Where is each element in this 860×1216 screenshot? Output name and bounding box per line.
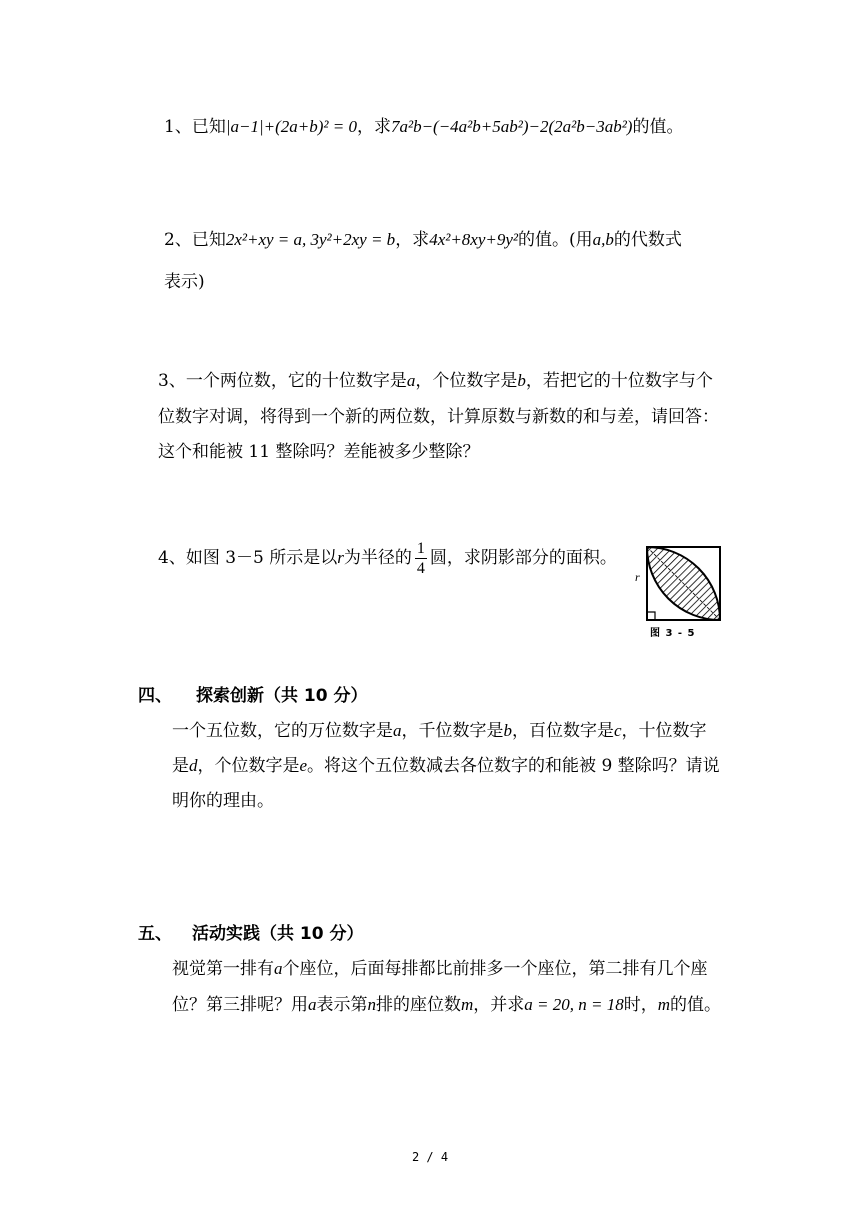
q4-suffix: 圆，求阴影部分的面积。 [429, 548, 617, 568]
s5-var-n: n [367, 995, 376, 1014]
q2-given-equations: 2x²+xy = a, 3y²+2xy = b [225, 230, 396, 249]
s4-var-a: a [393, 721, 402, 740]
section-5-line-2 [172, 993, 721, 1017]
s5-text-h: 的值。 [670, 995, 722, 1015]
figure-caption: 图 3 - 5 [650, 628, 696, 639]
section-4-number: 四、 [138, 686, 172, 706]
s4-var-b: b [503, 721, 512, 740]
section-4-line-3: 明你的理由。 [172, 791, 274, 811]
q3-var-a: a [406, 371, 416, 390]
question-3-line-1 [158, 369, 713, 393]
s5-text-b: 个座位，后面每排都比前排多一个座位，第二排有几个座 [282, 959, 708, 979]
question-3-line-3: 这个和能被 11 整除吗？差能被多少整除？ [158, 442, 480, 462]
section-4-line-1 [172, 719, 707, 743]
question-2-line-2: 表示) [164, 272, 205, 292]
q3-text-a: 3、一个两位数，它的十位数字是 [158, 371, 407, 391]
q1-mid: ，求 [356, 117, 391, 137]
section-5-line-1 [172, 957, 708, 981]
section-5-heading [138, 922, 364, 946]
q2-prefix: 2、已知 [164, 230, 226, 250]
q4-fraction-denominator: 4 [416, 560, 425, 577]
s4-text-g: 。将这个五位数减去各位数字的和能被 9 整除吗？请说 [307, 756, 720, 776]
question-2-line-1 [164, 228, 682, 252]
figure-radius-label: r [635, 570, 640, 584]
q3-var-b: b [517, 371, 526, 390]
s4-text-f: ，个位数字是 [197, 756, 300, 776]
s4-var-c: c [614, 721, 622, 740]
question-3-line-2: 位数字对调，将得到一个新的两位数，计算原数与新数的和与差，请回答： [158, 407, 719, 427]
s5-var-a: a [274, 959, 283, 978]
q2-expression: 4x²+8xy+9y² [429, 230, 519, 249]
s4-text-a: 一个五位数，它的万位数字是 [172, 721, 393, 741]
q4-fraction [415, 539, 427, 578]
q4-var-r: r [337, 548, 344, 567]
s5-text-g: 时， [623, 995, 658, 1015]
s5-text-f: ，并求 [473, 995, 525, 1015]
s5-text-c: 位？第三排呢？用 [172, 995, 308, 1015]
q2-suffix-2: 的代数式 [613, 230, 682, 250]
q4-mid: 为半径的 [343, 548, 412, 568]
s4-text-e: 是 [172, 756, 189, 776]
q4-prefix: 4、如图 3－5 所示是以 [158, 548, 338, 568]
s5-var-m2: m [657, 995, 671, 1014]
section-5-number: 五、 [138, 924, 172, 944]
s4-text-b: ，千位数字是 [401, 721, 504, 741]
q3-text-c: ，若把它的十位数字与个 [525, 371, 713, 391]
figure-right-angle [647, 612, 655, 620]
section-4-heading [138, 684, 368, 708]
s4-text-c: ，百位数字是 [512, 721, 614, 741]
q3-text-b: ，个位数字是 [415, 371, 518, 391]
s5-text-a: 视觉第一排有 [172, 959, 274, 979]
section-5-title: 活动实践（共 10 分） [192, 924, 364, 944]
q2-suffix-1: 的值。(用 [518, 230, 593, 250]
question-1 [164, 115, 683, 139]
s4-text-d: ，十位数字 [621, 721, 707, 741]
s5-text-e: 排的座位数 [376, 995, 461, 1015]
q1-prefix: 1、已知 [164, 117, 226, 137]
section-4-title: 探索创新（共 10 分） [196, 686, 368, 706]
s4-var-e: e [299, 756, 308, 775]
s5-text-d: 表示第 [316, 995, 368, 1015]
q1-suffix: 的值。 [632, 117, 684, 137]
q1-expression: 7a²b−(−4a²b+5ab²)−2(2a²b−3ab²) [390, 117, 633, 136]
s4-var-d: d [189, 756, 198, 775]
q1-given-equation: |a−1|+(2a+b)² = 0 [225, 117, 357, 136]
section-4-line-2 [172, 754, 720, 778]
page-number: 2 / 4 [411, 1150, 449, 1164]
q2-vars: a,b [592, 230, 614, 249]
s5-var-a2: a [308, 995, 317, 1014]
s5-condition: a = 20, n = 18 [524, 995, 624, 1014]
q2-mid: ，求 [395, 230, 430, 250]
q4-fraction-numerator: 1 [416, 540, 425, 557]
question-4 [158, 538, 617, 578]
s5-var-m: m [461, 995, 474, 1014]
